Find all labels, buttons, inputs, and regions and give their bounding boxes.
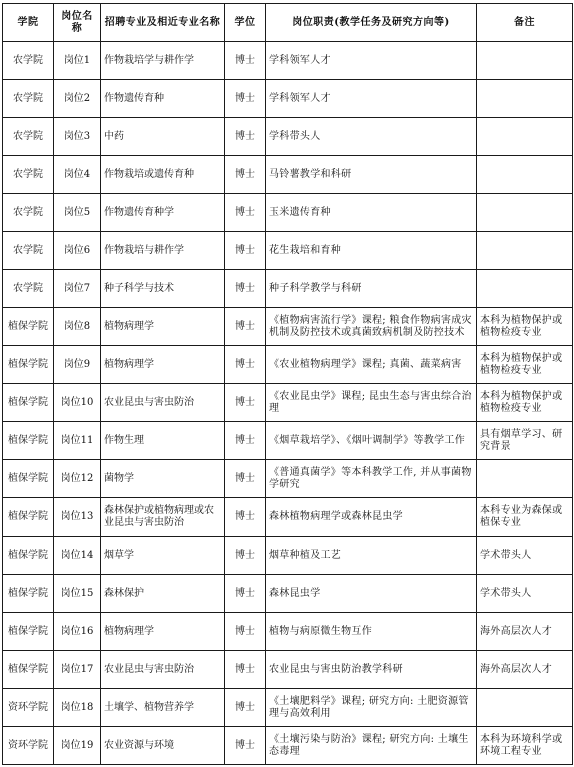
- major-cell: 种子科学与技术: [101, 270, 225, 308]
- position-cell: 岗位15: [54, 575, 101, 613]
- note-cell: 学术带头人: [477, 575, 573, 613]
- header-duty: 岗位职责(教学任务及研究方向等): [266, 4, 477, 42]
- college-cell: 资环学院: [3, 727, 54, 765]
- major-cell: 作物遗传育种学: [101, 194, 225, 232]
- position-cell: 岗位9: [54, 346, 101, 384]
- degree-cell: 博士: [225, 384, 266, 422]
- note-cell: [477, 689, 573, 727]
- degree-cell: 博士: [225, 156, 266, 194]
- college-cell: 农学院: [3, 156, 54, 194]
- note-cell: 本科为环境科学或环境工程专业: [477, 727, 573, 765]
- position-cell: 岗位14: [54, 537, 101, 575]
- position-cell: 岗位1: [54, 42, 101, 80]
- note-cell: 学术带头人: [477, 537, 573, 575]
- table-row: [3, 270, 573, 308]
- degree-cell: 博士: [225, 422, 266, 460]
- duty-cell: 森林植物病理学或森林昆虫学: [266, 498, 477, 537]
- college-cell: 植保学院: [3, 384, 54, 422]
- table-row: [3, 498, 573, 537]
- position-cell: 岗位19: [54, 727, 101, 765]
- table-row: [3, 194, 573, 232]
- note-cell: [477, 156, 573, 194]
- major-cell: 菌物学: [101, 460, 225, 498]
- college-cell: 农学院: [3, 232, 54, 270]
- note-cell: [477, 80, 573, 118]
- duty-cell: 《土壤肥料学》课程; 研究方向: 土肥资源管理与高效利用: [266, 689, 477, 727]
- note-cell: 海外高层次人才: [477, 613, 573, 651]
- major-cell: 农业昆虫与害虫防治: [101, 651, 225, 689]
- duty-cell: 烟草种植及工艺: [266, 537, 477, 575]
- position-cell: 岗位18: [54, 689, 101, 727]
- degree-cell: 博士: [225, 575, 266, 613]
- college-cell: 植保学院: [3, 651, 54, 689]
- college-cell: 植保学院: [3, 460, 54, 498]
- table-row: [3, 346, 573, 384]
- degree-cell: 博士: [225, 270, 266, 308]
- table-row: [3, 537, 573, 575]
- duty-cell: 农业昆虫与害虫防治教学科研: [266, 651, 477, 689]
- position-cell: 岗位12: [54, 460, 101, 498]
- duty-cell: 森林昆虫学: [266, 575, 477, 613]
- duty-cell: 植物与病原微生物互作: [266, 613, 477, 651]
- college-cell: 植保学院: [3, 613, 54, 651]
- position-cell: 岗位17: [54, 651, 101, 689]
- degree-cell: 博士: [225, 689, 266, 727]
- college-cell: 植保学院: [3, 308, 54, 346]
- major-cell: 烟草学: [101, 537, 225, 575]
- major-cell: 农业昆虫与害虫防治: [101, 384, 225, 422]
- duty-cell: 种子科学教学与科研: [266, 270, 477, 308]
- major-cell: 植物病理学: [101, 613, 225, 651]
- college-cell: 农学院: [3, 118, 54, 156]
- degree-cell: 博士: [225, 118, 266, 156]
- table-row: [3, 460, 573, 498]
- position-cell: 岗位11: [54, 422, 101, 460]
- note-cell: [477, 42, 573, 80]
- note-cell: [477, 232, 573, 270]
- note-cell: 具有烟草学习、研究背景: [477, 422, 573, 460]
- table-row: [3, 232, 573, 270]
- table-header-row: [3, 4, 573, 42]
- degree-cell: 博士: [225, 42, 266, 80]
- college-cell: 植保学院: [3, 498, 54, 537]
- header-note: 备注: [477, 4, 573, 42]
- duty-cell: 《农业植物病理学》课程; 真菌、蔬菜病害: [266, 346, 477, 384]
- table-row: [3, 384, 573, 422]
- position-cell: 岗位5: [54, 194, 101, 232]
- table-row: [3, 651, 573, 689]
- major-cell: 森林保护: [101, 575, 225, 613]
- major-cell: 植物病理学: [101, 308, 225, 346]
- major-cell: 作物栽培或遗传育种: [101, 156, 225, 194]
- college-cell: 农学院: [3, 42, 54, 80]
- degree-cell: 博士: [225, 346, 266, 384]
- major-cell: 中药: [101, 118, 225, 156]
- degree-cell: 博士: [225, 80, 266, 118]
- major-cell: 植物病理学: [101, 346, 225, 384]
- table-row: [3, 689, 573, 727]
- college-cell: 资环学院: [3, 689, 54, 727]
- duty-cell: 学科领军人才: [266, 42, 477, 80]
- header-college: 学院: [3, 4, 54, 42]
- header-degree: 学位: [225, 4, 266, 42]
- table-row: [3, 42, 573, 80]
- degree-cell: 博士: [225, 194, 266, 232]
- college-cell: 植保学院: [3, 575, 54, 613]
- position-cell: 岗位3: [54, 118, 101, 156]
- major-cell: 作物生理: [101, 422, 225, 460]
- position-cell: 岗位16: [54, 613, 101, 651]
- position-cell: 岗位6: [54, 232, 101, 270]
- table-row: [3, 422, 573, 460]
- note-cell: [477, 194, 573, 232]
- note-cell: 海外高层次人才: [477, 651, 573, 689]
- college-cell: 农学院: [3, 80, 54, 118]
- degree-cell: 博士: [225, 460, 266, 498]
- duty-cell: 学科带头人: [266, 118, 477, 156]
- table-row: [3, 727, 573, 765]
- major-cell: 作物栽培学与耕作学: [101, 42, 225, 80]
- job-table-sheet: [2, 3, 573, 765]
- college-cell: 植保学院: [3, 422, 54, 460]
- duty-cell: 花生栽培和育种: [266, 232, 477, 270]
- header-major: 招聘专业及相近专业名称: [101, 4, 225, 42]
- duty-cell: 《普通真菌学》等本科教学工作, 并从事菌物学研究: [266, 460, 477, 498]
- note-cell: 本科为植物保护或植物检疫专业: [477, 384, 573, 422]
- major-cell: 作物遗传育种: [101, 80, 225, 118]
- major-cell: 农业资源与环境: [101, 727, 225, 765]
- note-cell: 本科为植物保护或植物检疫专业: [477, 346, 573, 384]
- note-cell: [477, 460, 573, 498]
- degree-cell: 博士: [225, 308, 266, 346]
- header-position: 岗位名称: [54, 4, 101, 42]
- duty-cell: 学科领军人才: [266, 80, 477, 118]
- table-row: [3, 118, 573, 156]
- position-cell: 岗位8: [54, 308, 101, 346]
- degree-cell: 博士: [225, 537, 266, 575]
- degree-cell: 博士: [225, 727, 266, 765]
- note-cell: 本科为植物保护或植物检疫专业: [477, 308, 573, 346]
- table-row: [3, 156, 573, 194]
- degree-cell: 博士: [225, 613, 266, 651]
- position-cell: 岗位2: [54, 80, 101, 118]
- duty-cell: 《植物病害流行学》课程; 粮食作物病害成灾机制及防控技术或真菌致病机制及防控技术: [266, 308, 477, 346]
- duty-cell: 玉米遗传育种: [266, 194, 477, 232]
- position-cell: 岗位7: [54, 270, 101, 308]
- degree-cell: 博士: [225, 651, 266, 689]
- duty-cell: 《烟草栽培学》、《烟叶调制学》等教学工作: [266, 422, 477, 460]
- table-row: [3, 613, 573, 651]
- position-cell: 岗位4: [54, 156, 101, 194]
- recruitment-table: [2, 3, 573, 765]
- college-cell: 农学院: [3, 194, 54, 232]
- college-cell: 植保学院: [3, 537, 54, 575]
- note-cell: [477, 270, 573, 308]
- duty-cell: 《土壤污染与防治》课程; 研究方向: 土壤生态毒理: [266, 727, 477, 765]
- position-cell: 岗位10: [54, 384, 101, 422]
- position-cell: 岗位13: [54, 498, 101, 537]
- college-cell: 植保学院: [3, 346, 54, 384]
- note-cell: 本科专业为森保或植保专业: [477, 498, 573, 537]
- table-row: [3, 575, 573, 613]
- college-cell: 农学院: [3, 270, 54, 308]
- table-row: [3, 308, 573, 346]
- degree-cell: 博士: [225, 498, 266, 537]
- major-cell: 森林保护或植物病理或农业昆虫与害虫防治: [101, 498, 225, 537]
- duty-cell: 《农业昆虫学》课程; 昆虫生态与害虫综合治理: [266, 384, 477, 422]
- duty-cell: 马铃薯教学和科研: [266, 156, 477, 194]
- major-cell: 作物栽培与耕作学: [101, 232, 225, 270]
- note-cell: [477, 118, 573, 156]
- table-row: [3, 80, 573, 118]
- degree-cell: 博士: [225, 232, 266, 270]
- major-cell: 土壤学、植物营养学: [101, 689, 225, 727]
